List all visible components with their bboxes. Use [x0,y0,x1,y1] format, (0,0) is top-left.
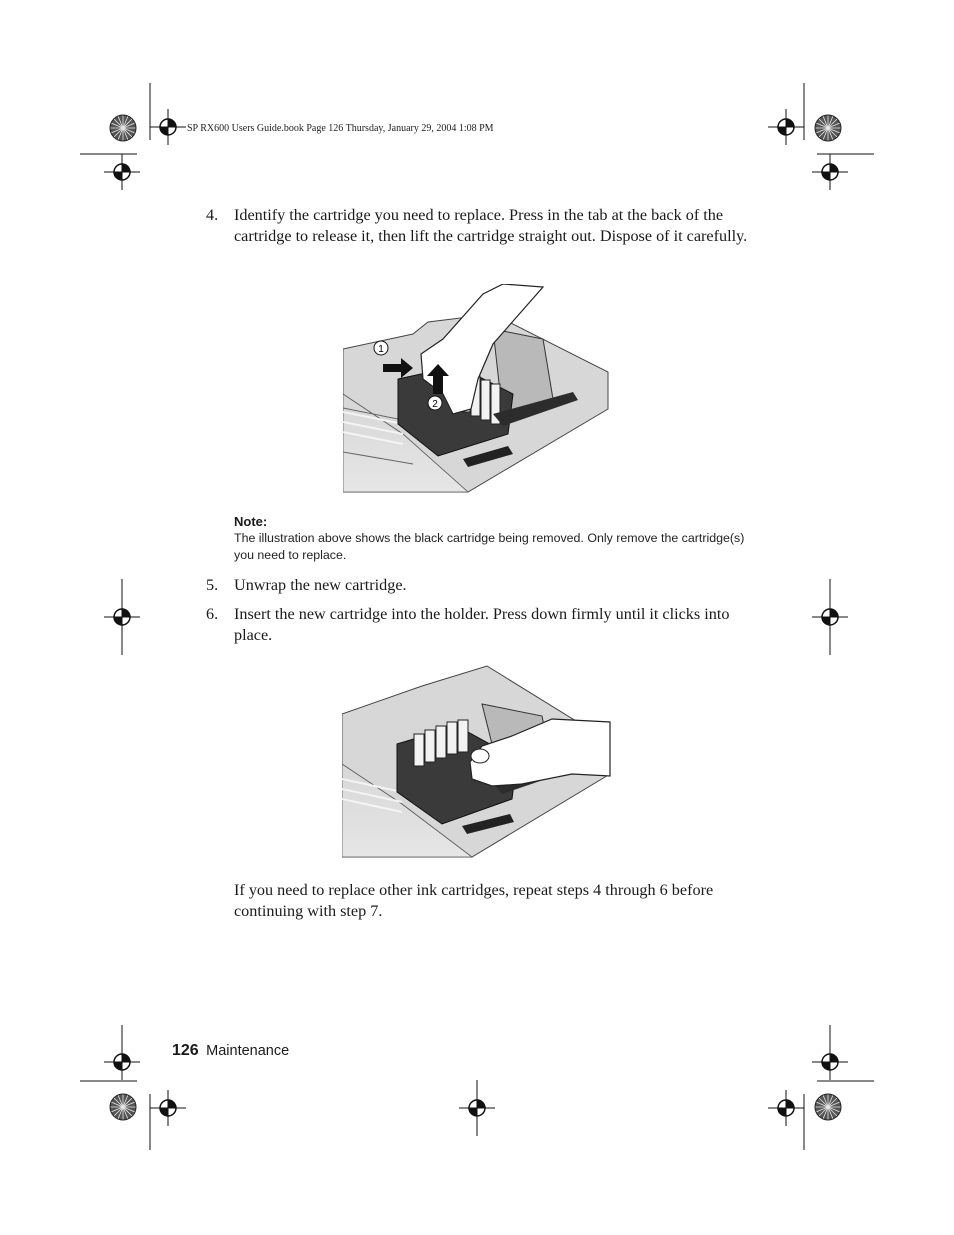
step-text: Unwrap the new cartridge. [234,576,407,594]
closing-paragraph: If you need to replace other ink cartridges, repeat steps 4 through 6 before continuing with step 7. [234,881,714,920]
note-label: Note: [234,514,268,529]
cartridge-insertion-illustration [342,664,612,859]
step-number: 5. [206,576,219,594]
note-box [234,514,754,564]
step-6 [206,604,751,646]
page-slug: SP RX600 Users Guide.book Page 126 Thursday, January 29, 2004 1:08 PM [187,123,494,134]
step-5 [206,575,751,596]
step-number: 6. [206,605,219,623]
section-name: Maintenance [206,1043,290,1059]
page-footer [172,1042,289,1060]
step-text: Identify the cartridge you need to replace. Press in the tab at the back of the cartridge to release it, then lift the cartridge straight out. Dispose of it carefully. [234,206,748,245]
callout-2: 2 [432,399,438,410]
step-text: Insert the new cartridge into the holder. Press down firmly until it clicks into place. [234,605,730,644]
step-4 [206,205,751,247]
cartridge-removal-illustration [343,284,611,494]
callout-1: 1 [378,344,384,355]
step-number: 4. [206,206,219,224]
page-number: 126 [172,1042,199,1059]
note-body: The illustration above shows the black cartridge being removed. Only remove the cartridge(s) you need to replace. [234,531,745,562]
